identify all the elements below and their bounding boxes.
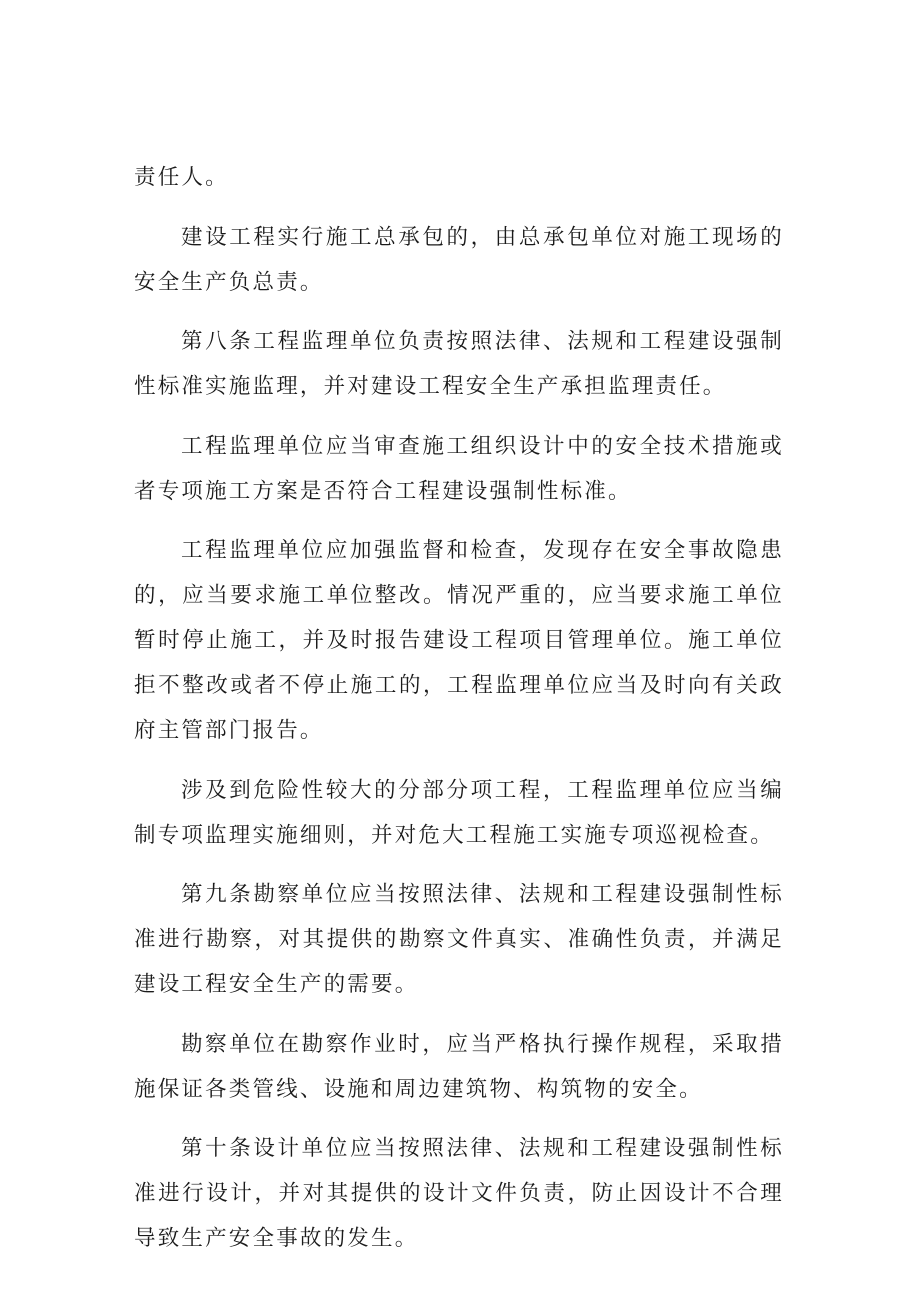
paragraph-review-plans: 工程监理单位应当审查施工组织设计中的安全技术措施或者专项施工方案是否符合工程建设强制性标准。 [134,433,784,504]
paragraph-general-contractor: 建设工程实行施工总承包的，由总承包单位对施工现场的安全生产负总责。 [134,224,784,295]
paragraph-article-10: 第十条设计单位应当按照法律、法规和工程建设强制性标准进行设计，并对其提供的设计文件负责，防止因设计不合理导致生产安全事故的发生。 [134,1136,784,1251]
paragraph-article-9: 第九条勘察单位应当按照法律、法规和工程建设强制性标准进行勘察，对其提供的勘察文件真实、准确性负责，并满足建设工程安全生产的需要。 [134,882,784,997]
paragraph-article-8: 第八条工程监理单位负责按照法律、法规和工程建设强制性标准实施监理，并对建设工程安全生产承担监理责任。 [134,329,784,399]
document-body [134,155,784,1276]
paragraph-hazardous-works: 涉及到危险性较大的分部分项工程，工程监理单位应当编制专项监理实施细则，并对危大工程施工实施专项巡视检查。 [134,777,784,848]
paragraph-continuation: 责任人。 [134,165,229,190]
paragraph-supervision-inspection: 工程监理单位应加强监督和检查，发现存在安全事故隐患的，应当要求施工单位整改。情况严重的，应当要求施工单位暂时停止施工，并及时报告建设工程项目管理单位。施工单位拒不整改或者不停止施工的，工程监理单位应当及时向有关政府主管部门报告。 [134,538,784,743]
paragraph-survey-operations: 勘察单位在勘察作业时，应当严格执行操作规程，采取措施保证各类管线、设施和周边建筑物、构筑物的安全。 [134,1031,784,1102]
